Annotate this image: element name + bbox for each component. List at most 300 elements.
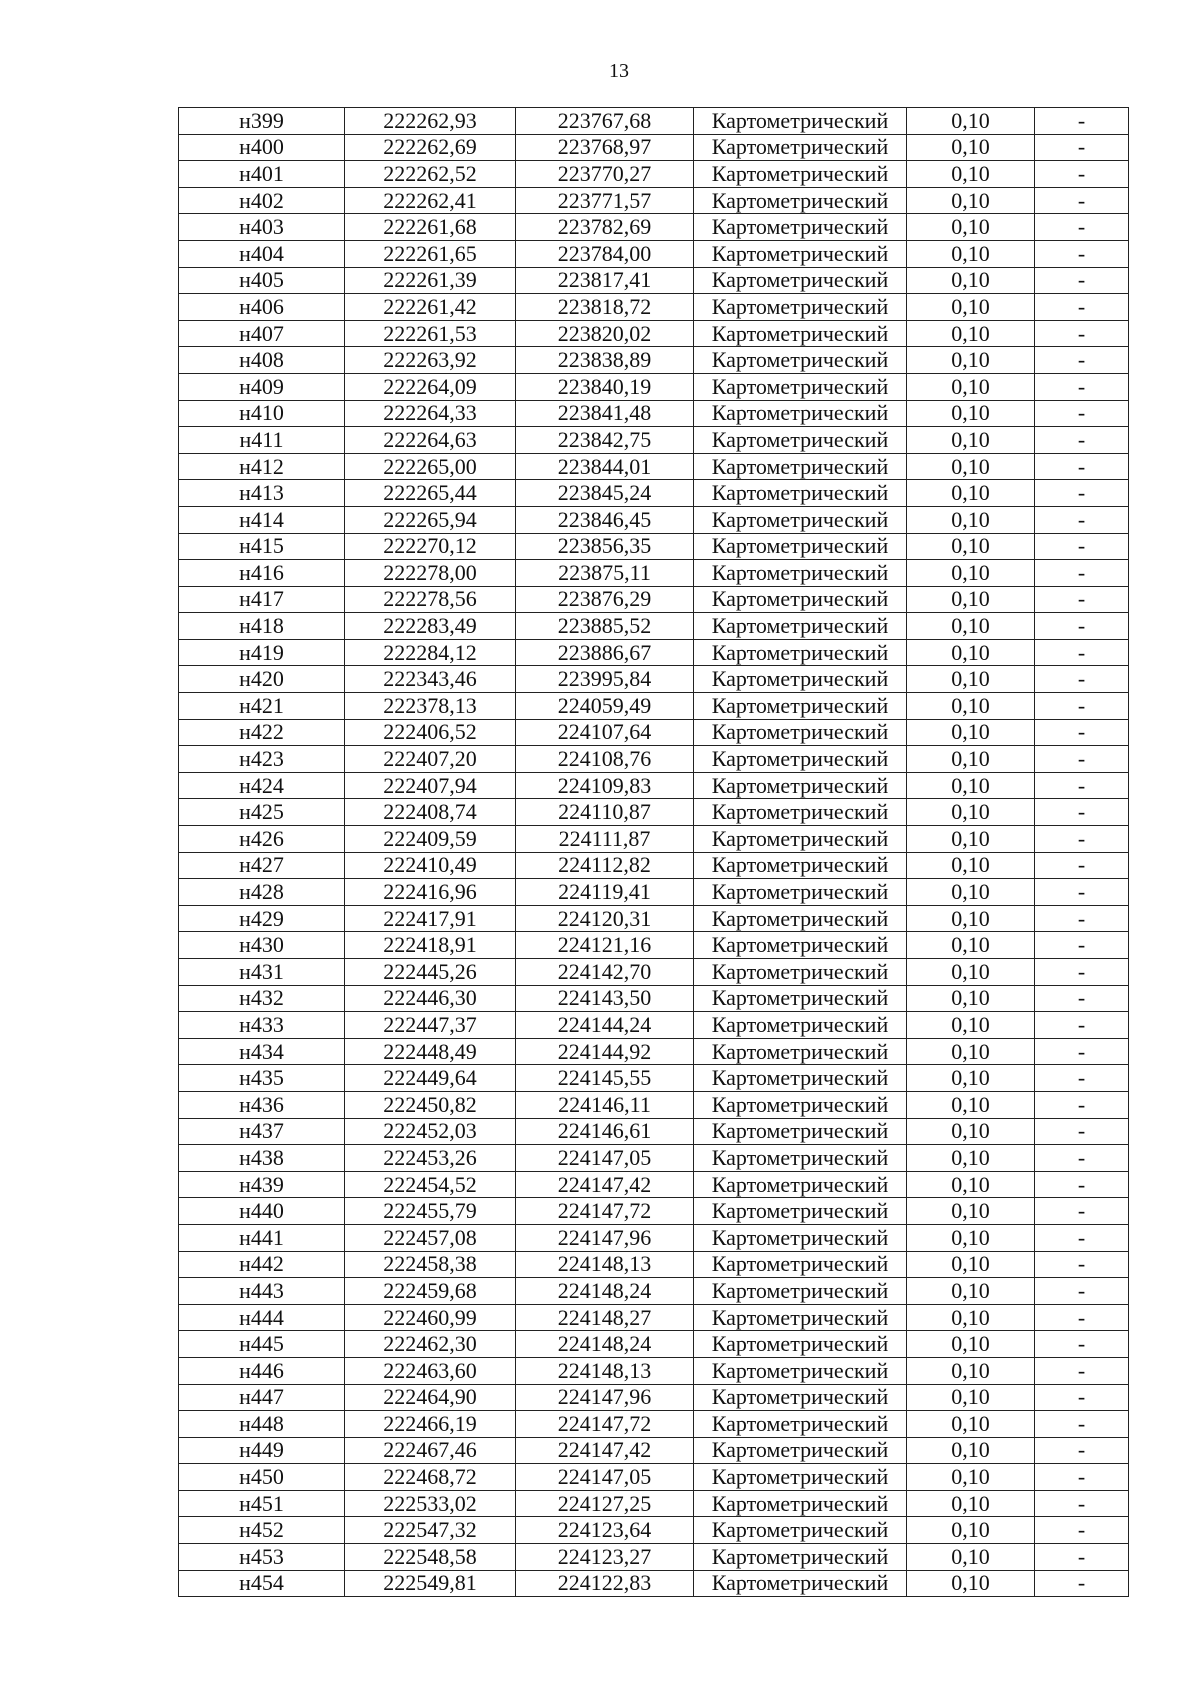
point-id-cell: н402: [179, 187, 345, 214]
method-cell: Картометрический: [694, 347, 907, 374]
point-id-cell: н432: [179, 985, 345, 1012]
accuracy-cell: 0,10: [907, 1038, 1035, 1065]
accuracy-cell: 0,10: [907, 214, 1035, 241]
table-row: [179, 1038, 1129, 1065]
x-coordinate-cell: 222548,58: [345, 1544, 516, 1571]
description-cell: -: [1035, 1357, 1129, 1384]
point-id-cell: н443: [179, 1278, 345, 1305]
point-id-cell: н446: [179, 1357, 345, 1384]
accuracy-cell: 0,10: [907, 1490, 1035, 1517]
description-cell: -: [1035, 639, 1129, 666]
accuracy-cell: 0,10: [907, 879, 1035, 906]
description-cell: -: [1035, 799, 1129, 826]
page-number: 13: [609, 60, 629, 82]
table-row: [179, 1357, 1129, 1384]
x-coordinate-cell: 222468,72: [345, 1464, 516, 1491]
table-row: [179, 134, 1129, 161]
point-id-cell: н413: [179, 480, 345, 507]
y-coordinate-cell: 224146,11: [516, 1091, 694, 1118]
x-coordinate-cell: 222453,26: [345, 1145, 516, 1172]
point-id-cell: н431: [179, 959, 345, 986]
y-coordinate-cell: 224142,70: [516, 959, 694, 986]
description-cell: -: [1035, 826, 1129, 853]
description-cell: -: [1035, 1198, 1129, 1225]
table-row: [179, 826, 1129, 853]
accuracy-cell: 0,10: [907, 1171, 1035, 1198]
y-coordinate-cell: 223995,84: [516, 666, 694, 693]
description-cell: -: [1035, 746, 1129, 773]
method-cell: Картометрический: [694, 586, 907, 613]
description-cell: -: [1035, 506, 1129, 533]
accuracy-cell: 0,10: [907, 1464, 1035, 1491]
table-row: [179, 187, 1129, 214]
accuracy-cell: 0,10: [907, 1065, 1035, 1092]
table-row: [179, 427, 1129, 454]
description-cell: -: [1035, 666, 1129, 693]
table-row: [179, 453, 1129, 480]
description-cell: -: [1035, 719, 1129, 746]
x-coordinate-cell: 222343,46: [345, 666, 516, 693]
description-cell: -: [1035, 373, 1129, 400]
table-row: [179, 400, 1129, 427]
y-coordinate-cell: 224147,05: [516, 1145, 694, 1172]
y-coordinate-cell: 223818,72: [516, 294, 694, 321]
method-cell: Картометрический: [694, 932, 907, 959]
accuracy-cell: 0,10: [907, 1331, 1035, 1358]
table-row: [179, 852, 1129, 879]
description-cell: -: [1035, 1038, 1129, 1065]
accuracy-cell: 0,10: [907, 1198, 1035, 1225]
point-id-cell: н409: [179, 373, 345, 400]
accuracy-cell: 0,10: [907, 1544, 1035, 1571]
method-cell: Картометрический: [694, 639, 907, 666]
table-row: [179, 719, 1129, 746]
method-cell: Картометрический: [694, 267, 907, 294]
description-cell: -: [1035, 1490, 1129, 1517]
accuracy-cell: 0,10: [907, 400, 1035, 427]
description-cell: -: [1035, 453, 1129, 480]
table-row: [179, 959, 1129, 986]
x-coordinate-cell: 222463,60: [345, 1357, 516, 1384]
point-id-cell: н415: [179, 533, 345, 560]
y-coordinate-cell: 224120,31: [516, 905, 694, 932]
table-row: [179, 294, 1129, 321]
y-coordinate-cell: 224147,96: [516, 1224, 694, 1251]
accuracy-cell: 0,10: [907, 134, 1035, 161]
y-coordinate-cell: 224147,72: [516, 1198, 694, 1225]
method-cell: Картометрический: [694, 772, 907, 799]
table-row: [179, 1198, 1129, 1225]
table-row: [179, 1012, 1129, 1039]
x-coordinate-cell: 222261,65: [345, 240, 516, 267]
description-cell: -: [1035, 1251, 1129, 1278]
method-cell: Картометрический: [694, 1012, 907, 1039]
point-id-cell: н399: [179, 108, 345, 135]
x-coordinate-cell: 222264,33: [345, 400, 516, 427]
table-row: [179, 799, 1129, 826]
description-cell: -: [1035, 108, 1129, 135]
method-cell: Картометрический: [694, 826, 907, 853]
table-row: [179, 613, 1129, 640]
description-cell: -: [1035, 852, 1129, 879]
y-coordinate-cell: 224119,41: [516, 879, 694, 906]
y-coordinate-cell: 223846,45: [516, 506, 694, 533]
table-row: [179, 506, 1129, 533]
accuracy-cell: 0,10: [907, 1437, 1035, 1464]
y-coordinate-cell: 223768,97: [516, 134, 694, 161]
x-coordinate-cell: 222466,19: [345, 1411, 516, 1438]
x-coordinate-cell: 222445,26: [345, 959, 516, 986]
table-row: [179, 1091, 1129, 1118]
x-coordinate-cell: 222450,82: [345, 1091, 516, 1118]
method-cell: Картометрический: [694, 1570, 907, 1597]
accuracy-cell: 0,10: [907, 240, 1035, 267]
y-coordinate-cell: 223838,89: [516, 347, 694, 374]
method-cell: Картометрический: [694, 533, 907, 560]
x-coordinate-cell: 222418,91: [345, 932, 516, 959]
accuracy-cell: 0,10: [907, 294, 1035, 321]
table-row: [179, 1544, 1129, 1571]
table-row: [179, 267, 1129, 294]
y-coordinate-cell: 223771,57: [516, 187, 694, 214]
table-row: [179, 1304, 1129, 1331]
method-cell: Картометрический: [694, 108, 907, 135]
table-row: [179, 772, 1129, 799]
table-row: [179, 1464, 1129, 1491]
y-coordinate-cell: 224123,27: [516, 1544, 694, 1571]
y-coordinate-cell: 224111,87: [516, 826, 694, 853]
y-coordinate-cell: 224059,49: [516, 693, 694, 720]
y-coordinate-cell: 224147,96: [516, 1384, 694, 1411]
accuracy-cell: 0,10: [907, 799, 1035, 826]
x-coordinate-cell: 222378,13: [345, 693, 516, 720]
point-id-cell: н425: [179, 799, 345, 826]
point-id-cell: н436: [179, 1091, 345, 1118]
point-id-cell: н434: [179, 1038, 345, 1065]
table-row: [179, 1384, 1129, 1411]
method-cell: Картометрический: [694, 453, 907, 480]
table-row: [179, 1118, 1129, 1145]
description-cell: -: [1035, 320, 1129, 347]
x-coordinate-cell: 222409,59: [345, 826, 516, 853]
table-row: [179, 1251, 1129, 1278]
table-row: [179, 693, 1129, 720]
accuracy-cell: 0,10: [907, 852, 1035, 879]
point-id-cell: н403: [179, 214, 345, 241]
accuracy-cell: 0,10: [907, 586, 1035, 613]
y-coordinate-cell: 224144,24: [516, 1012, 694, 1039]
method-cell: Картометрический: [694, 693, 907, 720]
point-id-cell: н416: [179, 560, 345, 587]
table-row: [179, 373, 1129, 400]
x-coordinate-cell: 222446,30: [345, 985, 516, 1012]
method-cell: Картометрический: [694, 294, 907, 321]
accuracy-cell: 0,10: [907, 1304, 1035, 1331]
description-cell: -: [1035, 400, 1129, 427]
table-row: [179, 161, 1129, 188]
y-coordinate-cell: 224148,27: [516, 1304, 694, 1331]
accuracy-cell: 0,10: [907, 1357, 1035, 1384]
method-cell: Картометрический: [694, 1065, 907, 1092]
method-cell: Картометрический: [694, 1331, 907, 1358]
y-coordinate-cell: 223820,02: [516, 320, 694, 347]
method-cell: Картометрический: [694, 852, 907, 879]
x-coordinate-cell: 222407,94: [345, 772, 516, 799]
x-coordinate-cell: 222262,52: [345, 161, 516, 188]
x-coordinate-cell: 222261,68: [345, 214, 516, 241]
method-cell: Картометрический: [694, 799, 907, 826]
y-coordinate-cell: 223842,75: [516, 427, 694, 454]
method-cell: Картометрический: [694, 373, 907, 400]
point-id-cell: н429: [179, 905, 345, 932]
y-coordinate-cell: 224121,16: [516, 932, 694, 959]
accuracy-cell: 0,10: [907, 320, 1035, 347]
description-cell: -: [1035, 480, 1129, 507]
x-coordinate-cell: 222464,90: [345, 1384, 516, 1411]
x-coordinate-cell: 222262,41: [345, 187, 516, 214]
description-cell: -: [1035, 214, 1129, 241]
x-coordinate-cell: 222547,32: [345, 1517, 516, 1544]
point-id-cell: н406: [179, 294, 345, 321]
table-row: [179, 1411, 1129, 1438]
table-row: [179, 560, 1129, 587]
table-row: [179, 985, 1129, 1012]
description-cell: -: [1035, 294, 1129, 321]
x-coordinate-cell: 222452,03: [345, 1118, 516, 1145]
point-id-cell: н401: [179, 161, 345, 188]
accuracy-cell: 0,10: [907, 826, 1035, 853]
accuracy-cell: 0,10: [907, 1145, 1035, 1172]
description-cell: -: [1035, 427, 1129, 454]
method-cell: Картометрический: [694, 214, 907, 241]
method-cell: Картометрический: [694, 746, 907, 773]
point-id-cell: н441: [179, 1224, 345, 1251]
table-row: [179, 1065, 1129, 1092]
table-row: [179, 533, 1129, 560]
x-coordinate-cell: 222407,20: [345, 746, 516, 773]
description-cell: -: [1035, 560, 1129, 587]
point-id-cell: н448: [179, 1411, 345, 1438]
x-coordinate-cell: 222448,49: [345, 1038, 516, 1065]
point-id-cell: н452: [179, 1517, 345, 1544]
table-row: [179, 1145, 1129, 1172]
x-coordinate-cell: 222262,93: [345, 108, 516, 135]
x-coordinate-cell: 222278,00: [345, 560, 516, 587]
accuracy-cell: 0,10: [907, 1091, 1035, 1118]
table-row: [179, 1278, 1129, 1305]
description-cell: -: [1035, 1118, 1129, 1145]
accuracy-cell: 0,10: [907, 453, 1035, 480]
method-cell: Картометрический: [694, 666, 907, 693]
method-cell: Картометрический: [694, 400, 907, 427]
description-cell: -: [1035, 267, 1129, 294]
method-cell: Картометрический: [694, 320, 907, 347]
x-coordinate-cell: 222457,08: [345, 1224, 516, 1251]
method-cell: Картометрический: [694, 1544, 907, 1571]
point-id-cell: н412: [179, 453, 345, 480]
description-cell: -: [1035, 1464, 1129, 1491]
accuracy-cell: 0,10: [907, 1224, 1035, 1251]
point-id-cell: н400: [179, 134, 345, 161]
x-coordinate-cell: 222261,39: [345, 267, 516, 294]
point-id-cell: н451: [179, 1490, 345, 1517]
method-cell: Картометрический: [694, 879, 907, 906]
y-coordinate-cell: 223784,00: [516, 240, 694, 267]
table-row: [179, 586, 1129, 613]
y-coordinate-cell: 223845,24: [516, 480, 694, 507]
accuracy-cell: 0,10: [907, 905, 1035, 932]
description-cell: -: [1035, 1384, 1129, 1411]
accuracy-cell: 0,10: [907, 373, 1035, 400]
accuracy-cell: 0,10: [907, 693, 1035, 720]
accuracy-cell: 0,10: [907, 480, 1035, 507]
description-cell: -: [1035, 240, 1129, 267]
method-cell: Картометрический: [694, 1091, 907, 1118]
accuracy-cell: 0,10: [907, 1012, 1035, 1039]
method-cell: Картометрический: [694, 905, 907, 932]
point-id-cell: н427: [179, 852, 345, 879]
point-id-cell: н411: [179, 427, 345, 454]
y-coordinate-cell: 224143,50: [516, 985, 694, 1012]
description-cell: -: [1035, 1517, 1129, 1544]
method-cell: Картометрический: [694, 1517, 907, 1544]
table-row: [179, 108, 1129, 135]
x-coordinate-cell: 222417,91: [345, 905, 516, 932]
x-coordinate-cell: 222263,92: [345, 347, 516, 374]
x-coordinate-cell: 222459,68: [345, 1278, 516, 1305]
accuracy-cell: 0,10: [907, 1118, 1035, 1145]
accuracy-cell: 0,10: [907, 613, 1035, 640]
y-coordinate-cell: 224146,61: [516, 1118, 694, 1145]
accuracy-cell: 0,10: [907, 1251, 1035, 1278]
method-cell: Картометрический: [694, 1171, 907, 1198]
y-coordinate-cell: 223840,19: [516, 373, 694, 400]
table-row: [179, 666, 1129, 693]
x-coordinate-cell: 222449,64: [345, 1065, 516, 1092]
table-row: [179, 639, 1129, 666]
table-row: [179, 214, 1129, 241]
description-cell: -: [1035, 1224, 1129, 1251]
x-coordinate-cell: 222416,96: [345, 879, 516, 906]
description-cell: -: [1035, 1065, 1129, 1092]
accuracy-cell: 0,10: [907, 666, 1035, 693]
y-coordinate-cell: 223876,29: [516, 586, 694, 613]
y-coordinate-cell: 223782,69: [516, 214, 694, 241]
description-cell: -: [1035, 586, 1129, 613]
x-coordinate-cell: 222410,49: [345, 852, 516, 879]
accuracy-cell: 0,10: [907, 959, 1035, 986]
method-cell: Картометрический: [694, 719, 907, 746]
y-coordinate-cell: 224109,83: [516, 772, 694, 799]
point-id-cell: н428: [179, 879, 345, 906]
accuracy-cell: 0,10: [907, 932, 1035, 959]
method-cell: Картометрический: [694, 1384, 907, 1411]
y-coordinate-cell: 224127,25: [516, 1490, 694, 1517]
table-row: [179, 480, 1129, 507]
description-cell: -: [1035, 959, 1129, 986]
x-coordinate-cell: 222447,37: [345, 1012, 516, 1039]
accuracy-cell: 0,10: [907, 639, 1035, 666]
table-row: [179, 1570, 1129, 1597]
x-coordinate-cell: 222265,00: [345, 453, 516, 480]
y-coordinate-cell: 223770,27: [516, 161, 694, 188]
method-cell: Картометрический: [694, 1490, 907, 1517]
method-cell: Картометрический: [694, 1437, 907, 1464]
table-row: [179, 1437, 1129, 1464]
accuracy-cell: 0,10: [907, 560, 1035, 587]
method-cell: Картометрический: [694, 560, 907, 587]
table-row: [179, 879, 1129, 906]
x-coordinate-cell: 222462,30: [345, 1331, 516, 1358]
x-coordinate-cell: 222265,94: [345, 506, 516, 533]
accuracy-cell: 0,10: [907, 1570, 1035, 1597]
y-coordinate-cell: 224144,92: [516, 1038, 694, 1065]
table-row: [179, 1171, 1129, 1198]
accuracy-cell: 0,10: [907, 506, 1035, 533]
coordinates-table: [178, 107, 1129, 1597]
method-cell: Картометрический: [694, 1224, 907, 1251]
method-cell: Картометрический: [694, 187, 907, 214]
y-coordinate-cell: 224107,64: [516, 719, 694, 746]
x-coordinate-cell: 222458,38: [345, 1251, 516, 1278]
description-cell: -: [1035, 347, 1129, 374]
x-coordinate-cell: 222264,09: [345, 373, 516, 400]
method-cell: Картометрический: [694, 427, 907, 454]
y-coordinate-cell: 224148,13: [516, 1251, 694, 1278]
accuracy-cell: 0,10: [907, 1278, 1035, 1305]
y-coordinate-cell: 224148,24: [516, 1331, 694, 1358]
table-row: [179, 1517, 1129, 1544]
y-coordinate-cell: 224112,82: [516, 852, 694, 879]
description-cell: -: [1035, 1331, 1129, 1358]
y-coordinate-cell: 223767,68: [516, 108, 694, 135]
point-id-cell: н407: [179, 320, 345, 347]
point-id-cell: н418: [179, 613, 345, 640]
table-row: [179, 932, 1129, 959]
description-cell: -: [1035, 693, 1129, 720]
description-cell: -: [1035, 1411, 1129, 1438]
description-cell: -: [1035, 1278, 1129, 1305]
accuracy-cell: 0,10: [907, 719, 1035, 746]
point-id-cell: н437: [179, 1118, 345, 1145]
point-id-cell: н444: [179, 1304, 345, 1331]
coordinates-table-body: [179, 108, 1129, 1597]
y-coordinate-cell: 224147,72: [516, 1411, 694, 1438]
description-cell: -: [1035, 187, 1129, 214]
method-cell: Картометрический: [694, 985, 907, 1012]
y-coordinate-cell: 224148,24: [516, 1278, 694, 1305]
description-cell: -: [1035, 1304, 1129, 1331]
table-row: [179, 347, 1129, 374]
table-row: [179, 320, 1129, 347]
description-cell: -: [1035, 1145, 1129, 1172]
accuracy-cell: 0,10: [907, 161, 1035, 188]
method-cell: Картометрический: [694, 1278, 907, 1305]
method-cell: Картометрический: [694, 1411, 907, 1438]
x-coordinate-cell: 222264,63: [345, 427, 516, 454]
x-coordinate-cell: 222455,79: [345, 1198, 516, 1225]
method-cell: Картометрический: [694, 1118, 907, 1145]
method-cell: Картометрический: [694, 480, 907, 507]
method-cell: Картометрический: [694, 613, 907, 640]
x-coordinate-cell: 222454,52: [345, 1171, 516, 1198]
description-cell: -: [1035, 879, 1129, 906]
x-coordinate-cell: 222261,42: [345, 294, 516, 321]
y-coordinate-cell: 224148,13: [516, 1357, 694, 1384]
point-id-cell: н421: [179, 693, 345, 720]
x-coordinate-cell: 222262,69: [345, 134, 516, 161]
y-coordinate-cell: 224122,83: [516, 1570, 694, 1597]
